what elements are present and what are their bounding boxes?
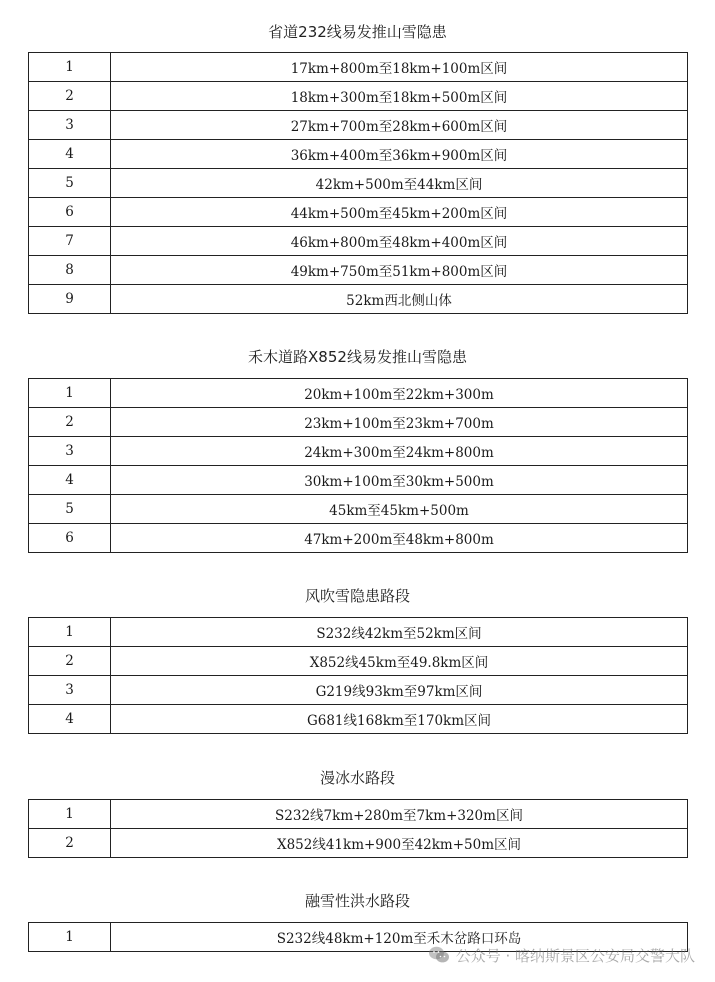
road-section: 18km+300m至18km+500m区间 bbox=[111, 82, 688, 111]
road-section: 30km+100m至30km+500m bbox=[111, 466, 688, 495]
row-number: 1 bbox=[29, 923, 111, 952]
hazard-table bbox=[28, 378, 688, 553]
road-section: 27km+700m至28km+600m区间 bbox=[111, 111, 688, 140]
table-row bbox=[29, 829, 688, 858]
table-row bbox=[29, 256, 688, 285]
table-row bbox=[29, 169, 688, 198]
watermark bbox=[428, 943, 695, 967]
row-number: 2 bbox=[29, 82, 111, 111]
road-section: 45km至45km+500m bbox=[111, 495, 688, 524]
row-number: 4 bbox=[29, 140, 111, 169]
section-title: 省道232线易发推山雪隐患 bbox=[268, 23, 447, 41]
road-section: 46km+800m至48km+400m区间 bbox=[111, 227, 688, 256]
road-section: S232线7km+280m至7km+320m区间 bbox=[111, 800, 688, 829]
table-row bbox=[29, 285, 688, 314]
table-row bbox=[29, 53, 688, 82]
row-number: 1 bbox=[29, 53, 111, 82]
table-row bbox=[29, 408, 688, 437]
road-section: 52km西北侧山体 bbox=[111, 285, 688, 314]
road-section: 24km+300m至24km+800m bbox=[111, 437, 688, 466]
row-number: 6 bbox=[29, 198, 111, 227]
row-number: 2 bbox=[29, 408, 111, 437]
row-number: 4 bbox=[29, 466, 111, 495]
table-row bbox=[29, 379, 688, 408]
road-section: S232线48km+120m至禾木岔路口环岛 bbox=[111, 923, 688, 952]
section-title: 禾木道路X852线易发推山雪隐患 bbox=[248, 348, 467, 366]
watermark-text: 公众号 · 喀纳斯景区公安局交警大队 bbox=[455, 946, 695, 965]
hazard-table bbox=[28, 617, 688, 734]
road-section: 17km+800m至18km+100m区间 bbox=[111, 53, 688, 82]
table-row bbox=[29, 198, 688, 227]
section-title: 漫冰水路段 bbox=[319, 769, 395, 787]
road-section: G219线93km至97km区间 bbox=[111, 676, 688, 705]
road-section: 44km+500m至45km+200m区间 bbox=[111, 198, 688, 227]
section-title: 融雪性洪水路段 bbox=[304, 892, 410, 910]
road-section: X852线41km+900至42km+50m区间 bbox=[111, 829, 688, 858]
row-number: 4 bbox=[29, 705, 111, 734]
row-number: 6 bbox=[29, 524, 111, 553]
row-number: 1 bbox=[29, 379, 111, 408]
table-row bbox=[29, 800, 688, 829]
table-row bbox=[29, 524, 688, 553]
table-row bbox=[29, 111, 688, 140]
road-section: 20km+100m至22km+300m bbox=[111, 379, 688, 408]
section-title: 风吹雪隐患路段 bbox=[304, 587, 410, 605]
row-number: 3 bbox=[29, 676, 111, 705]
wechat-icon bbox=[428, 945, 450, 965]
row-number: 3 bbox=[29, 437, 111, 466]
table-row bbox=[29, 618, 688, 647]
table-row bbox=[29, 82, 688, 111]
row-number: 1 bbox=[29, 618, 111, 647]
row-number: 5 bbox=[29, 169, 111, 198]
road-section: X852线45km至49.8km区间 bbox=[111, 647, 688, 676]
hazard-table bbox=[28, 52, 688, 314]
road-section: 47km+200m至48km+800m bbox=[111, 524, 688, 553]
road-section: 49km+750m至51km+800m区间 bbox=[111, 256, 688, 285]
row-number: 3 bbox=[29, 111, 111, 140]
road-section: 42km+500m至44km区间 bbox=[111, 169, 688, 198]
table-row bbox=[29, 466, 688, 495]
row-number: 1 bbox=[29, 800, 111, 829]
table-row bbox=[29, 437, 688, 466]
row-number: 2 bbox=[29, 647, 111, 676]
table-row bbox=[29, 227, 688, 256]
table-row bbox=[29, 647, 688, 676]
table-row bbox=[29, 705, 688, 734]
road-section: 23km+100m至23km+700m bbox=[111, 408, 688, 437]
table-row bbox=[29, 676, 688, 705]
row-number: 7 bbox=[29, 227, 111, 256]
row-number: 2 bbox=[29, 829, 111, 858]
road-section: S232线42km至52km区间 bbox=[111, 618, 688, 647]
hazard-table bbox=[28, 799, 688, 858]
row-number: 8 bbox=[29, 256, 111, 285]
road-section: 36km+400m至36km+900m区间 bbox=[111, 140, 688, 169]
table-row bbox=[29, 495, 688, 524]
table-row bbox=[29, 140, 688, 169]
row-number: 5 bbox=[29, 495, 111, 524]
row-number: 9 bbox=[29, 285, 111, 314]
road-section: G681线168km至170km区间 bbox=[111, 705, 688, 734]
